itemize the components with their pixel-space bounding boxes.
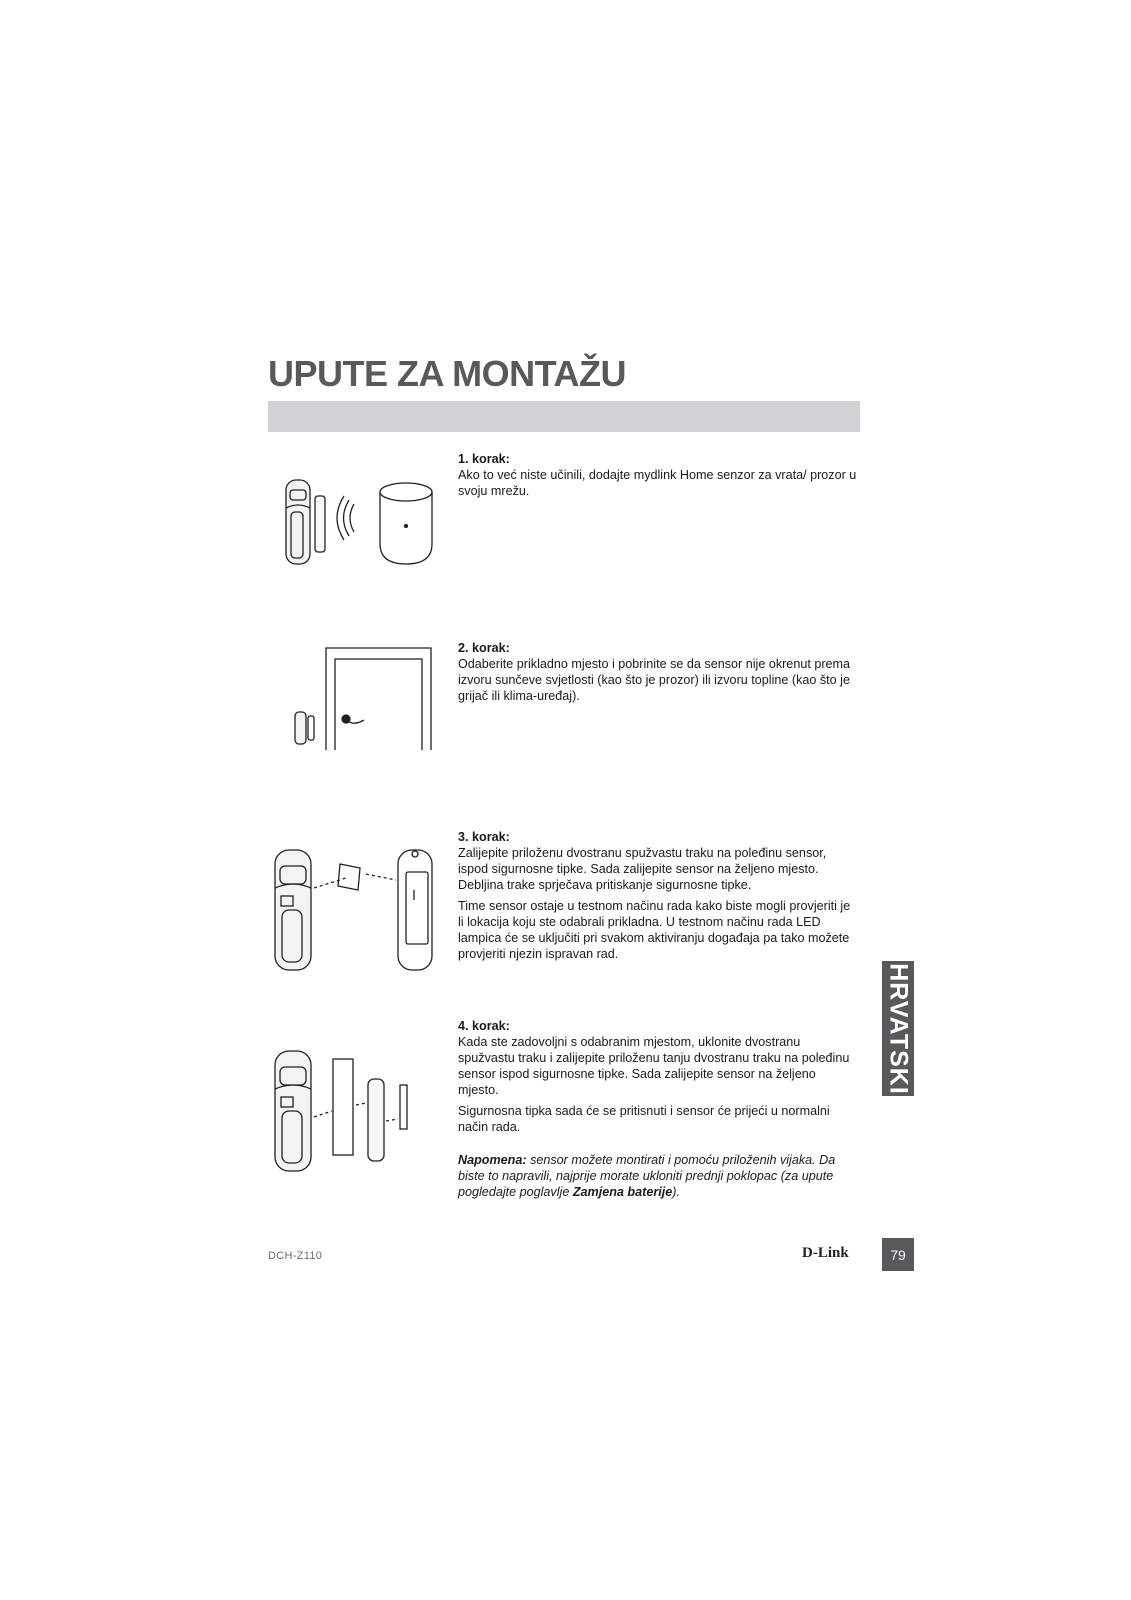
step-heading: 3. korak: [458,830,510,844]
brand-logo: D-Link [802,1245,849,1261]
step-4 [458,1018,858,1135]
note [458,1152,858,1200]
door-sensor-placement-illustration [286,646,436,750]
note-bold-link: Zamjena baterije [572,1185,673,1199]
note-label: Napomena: [458,1153,527,1167]
step-text: Kada ste zadovoljni s odabranim mjestom, uklonite dvostranu spužvastu traku i zalijepite priloženu tanju dvostranu traku na poleđinu sensor ispod sigurnosne tipke. Sada zalijepite sensor na željeno mjesto. [458,1035,850,1097]
step-heading: 2. korak: [458,641,510,655]
step-2 [458,640,858,704]
step-text: Time sensor ostaje u testnom načinu rada kako biste mogli provjeriti je li lokacija koju ste odabrali prikladna. U testnom načinu rada LED lampica će se uključiti pri svakom aktiviranju događaja pa tako možete provjeriti njezin ispravan rad. [458,899,851,961]
thin-tape-mounting-illustration [272,1049,422,1175]
title-bar [268,401,860,432]
step-heading: 4. korak: [458,1019,510,1033]
step-1 [458,451,858,499]
language-tab [882,961,914,1096]
step-text: Zalijepite priloženu dvostranu spužvastu traku na poleđinu sensor, ispod sigurnosne tipke. Sada zalijepite sensor na željeno mjesto. Debljina trake sprječava pritiskanje sigurnosne tipke. [458,846,827,892]
step-text: Odaberite prikladno mjesto i pobrinite se da sensor nije okrenut prema izvoru sunčeve svjetlosti (kao što je prozor) ili izvoru topline (kao što je grijač ili klima-uređaj). [458,657,851,703]
step-text: Sigurnosna tipka sada će se pritisnuti i sensor će prijeći u normalni način rada. [458,1104,830,1134]
step-text: Ako to već niste učinili, dodajte mydlink Home senzor za vrata/ prozor u svoju mrežu. [458,468,857,498]
page-number: 79 [882,1238,914,1271]
footer-model: DCH-Z110 [268,1250,323,1262]
page-title: UPUTE ZA MONTAŽU [268,353,626,394]
sensor-hub-wireless-illustration [283,478,448,568]
note-text: sensor možete montirati i pomoću priloženih vijaka. Da biste to napravili, najprije morate ukloniti prednji poklopac (za upute pogledajte poglavlje [458,1153,836,1199]
note-end: ). [672,1185,680,1199]
step-heading: 1. korak: [458,452,510,466]
language-tab-label: HRVATSKI [884,962,913,1095]
sponge-tape-mounting-illustration [272,848,450,972]
step-3 [458,829,858,962]
